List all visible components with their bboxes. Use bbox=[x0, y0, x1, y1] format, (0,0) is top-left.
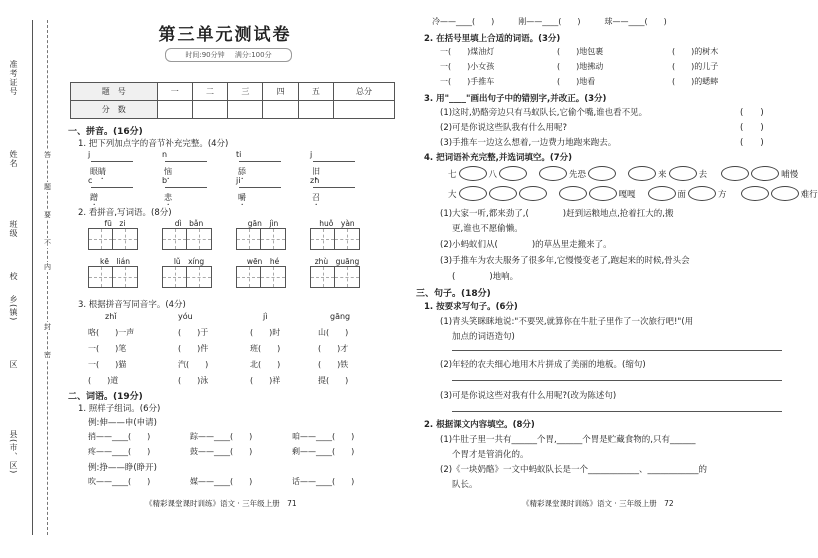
homophone-blank[interactable]: ( )泳 bbox=[178, 376, 209, 385]
pinyin-row bbox=[88, 176, 365, 204]
fill-sentence: 更,谁也不愿偷懒。 bbox=[452, 224, 523, 234]
blank-oval[interactable] bbox=[459, 186, 487, 201]
homophone-blank[interactable]: ( )件 bbox=[178, 344, 209, 353]
idiom-char: 来 bbox=[658, 169, 667, 180]
pinyin-initial: ji bbox=[236, 176, 241, 185]
writing-pair[interactable] bbox=[310, 257, 364, 288]
field-class: 班级 bbox=[9, 220, 18, 238]
idiom-row[interactable] bbox=[448, 186, 818, 201]
pinyin-word: 悲 bbox=[164, 193, 172, 202]
answer-line[interactable] bbox=[452, 350, 782, 351]
answer-line[interactable] bbox=[452, 380, 782, 381]
pair-pinyin: wēn hé bbox=[246, 257, 280, 266]
homophone-pinyin: jì bbox=[263, 312, 268, 321]
example-1: 例:伸——申(申请) bbox=[88, 418, 157, 428]
writing-pair[interactable] bbox=[162, 257, 216, 288]
homophone-blank[interactable]: 提( ) bbox=[318, 376, 349, 385]
fill-blank[interactable]: ( )地拂动 bbox=[557, 62, 604, 71]
idiom-char: 大 bbox=[448, 189, 457, 200]
pinyin-initial: ti bbox=[236, 150, 242, 159]
pinyin-item[interactable] bbox=[236, 150, 291, 178]
sentence-task: 加点的词语造句) bbox=[452, 332, 515, 342]
typo-sentence: (1)这时,奶酪旁边只有马蚁队长,它偷个嘴,谁也看不见。 bbox=[440, 108, 648, 118]
left-page bbox=[60, 0, 400, 558]
score-header: 总分 bbox=[334, 83, 395, 101]
word-blank[interactable]: 疼——____( ) bbox=[88, 447, 151, 456]
fill-blank[interactable]: 一( )煤油灯 bbox=[440, 47, 495, 56]
pinyin-item[interactable] bbox=[310, 176, 365, 204]
score-cell[interactable] bbox=[228, 101, 263, 119]
question-1: 1. 把下列加点字的音节补充完整。(4分) bbox=[78, 139, 229, 149]
page-footer: 《精彩课堂课时训练》语文 · 三年级上册 71 bbox=[145, 499, 297, 508]
pair-pinyin: kē lián bbox=[100, 257, 130, 266]
answer-paren[interactable]: ( ) bbox=[740, 108, 764, 118]
question-7: 4. 把词语补充完整,并选词填空。(7分) bbox=[424, 153, 573, 163]
pinyin-initial: b bbox=[162, 176, 168, 185]
fill-sentence: (1)大家一听,都来劲了,( )赶到运粮地点,抢着扛大的,搬 bbox=[440, 209, 674, 219]
pinyin-initial: zh bbox=[310, 176, 320, 185]
pinyin-item[interactable] bbox=[88, 176, 143, 204]
fill-sentence: (3)手推车为农夫服务了很多年,它慢慢变老了,跑起来的时候,骨头会 bbox=[440, 256, 690, 266]
idiom-char: 面 bbox=[677, 189, 687, 200]
word-blank[interactable]: 媒——____( ) bbox=[190, 477, 253, 486]
fill-blank[interactable]: ( )地包裹 bbox=[557, 47, 604, 56]
score-header: 二 bbox=[192, 83, 227, 101]
sentence-task: (2)年轻的农夫细心地用木片拼成了美丽的地板。(缩句) bbox=[440, 360, 646, 370]
field-county: 县(市、区) bbox=[9, 430, 18, 475]
section-pinyin: 一、拼音。(16分) bbox=[68, 127, 143, 137]
pinyin-word: 召 bbox=[312, 193, 320, 202]
score-header: 四 bbox=[263, 83, 298, 101]
pinyin-word: 舔 bbox=[238, 167, 246, 176]
cut-mark: 题 bbox=[44, 183, 51, 191]
writing-grid-row bbox=[88, 257, 364, 288]
fill-blank[interactable]: ( )的树木 bbox=[672, 47, 719, 56]
full-score: 满分:100分 bbox=[234, 51, 272, 59]
homophone-blank[interactable]: ( )才 bbox=[318, 344, 349, 353]
homophone-pinyin: yóu bbox=[178, 312, 193, 321]
pair-pinyin: fū zi bbox=[104, 219, 126, 228]
idiom-char: 七 bbox=[448, 169, 457, 180]
cut-mark: 答 bbox=[44, 151, 51, 159]
pinyin-word: 眼睛 bbox=[90, 167, 106, 176]
idiom-char: 哺慢 bbox=[781, 169, 799, 180]
homophone-blank[interactable]: ( )道 bbox=[88, 376, 119, 385]
time-limit: 时间:90分钟 bbox=[185, 51, 225, 59]
pinyin-initial: n bbox=[162, 150, 168, 159]
example-2: 例:挣——睁(睁开) bbox=[88, 463, 157, 473]
question-3: 3. 根据拼音写同音字。(4分) bbox=[78, 300, 186, 310]
blank-oval[interactable] bbox=[688, 186, 716, 201]
question-2: 2. 看拼音,写词语。(8分) bbox=[78, 208, 172, 218]
typo-sentence: (2)可是你说这些队我有什么用呢? bbox=[440, 123, 568, 133]
page-title: 第三单元测试卷 bbox=[158, 25, 292, 45]
blank-oval[interactable] bbox=[589, 186, 617, 201]
text-fill: 个胃才是管消化的。 bbox=[452, 450, 529, 460]
homophone-blank[interactable]: ( )祥 bbox=[250, 376, 281, 385]
writing-pair[interactable] bbox=[236, 219, 290, 250]
text-fill: (1)牛肚子里一共有______个胃,______个胃是贮藏食物的,只有______ bbox=[440, 435, 696, 445]
score-table bbox=[70, 82, 395, 119]
word-blank[interactable]: 踪——____( ) bbox=[190, 432, 253, 441]
pinyin-initial: c bbox=[88, 176, 93, 185]
homophone-blank[interactable]: 咯( )一声 bbox=[88, 328, 135, 337]
pinyin-item[interactable] bbox=[88, 150, 143, 178]
pinyin-word: 旧 bbox=[312, 167, 320, 176]
idiom-char: 八 bbox=[488, 169, 498, 180]
field-school: 校 bbox=[9, 272, 18, 281]
pair-pinyin: gān jìn bbox=[247, 219, 279, 228]
pinyin-row bbox=[88, 150, 365, 178]
fill-blank[interactable]: ( )的蟋蟀 bbox=[672, 77, 719, 86]
homophone-blank[interactable]: ( )时 bbox=[250, 328, 281, 337]
blank-oval[interactable] bbox=[539, 166, 567, 181]
pair-pinyin: dì bǎn bbox=[174, 219, 204, 228]
sentence-task: (1)青头笑眯眯地说:"不要哭,就算你在牛肚子里作了一次旅行吧!"(用 bbox=[440, 317, 694, 327]
pinyin-word: 蹭 bbox=[90, 193, 98, 202]
cut-mark: 内 bbox=[44, 263, 51, 271]
homophone-blank[interactable]: 班( ) bbox=[250, 344, 281, 353]
blank-oval[interactable] bbox=[669, 166, 697, 181]
pinyin-word: 恼 bbox=[164, 167, 172, 176]
fill-blank[interactable]: ( )的儿子 bbox=[672, 62, 719, 71]
typo-sentence: (3)手推车一边这么想着,一边费力地跑来跑去。 bbox=[440, 138, 617, 148]
cut-mark: 要 bbox=[44, 211, 51, 219]
writing-pair[interactable] bbox=[310, 219, 364, 250]
blank-oval[interactable] bbox=[648, 186, 676, 201]
fill-sentence: ( )地响。 bbox=[452, 272, 519, 282]
score-header: 五 bbox=[298, 83, 333, 101]
question-5: 2. 在括号里填上合适的词语。(3分) bbox=[424, 34, 561, 44]
idiom-char: 方 bbox=[718, 189, 727, 200]
score-cell[interactable] bbox=[334, 101, 395, 119]
time-score-info bbox=[165, 48, 292, 62]
word-blank[interactable]: 吹——____( ) bbox=[88, 477, 151, 486]
homophone-blank[interactable]: ( )于 bbox=[178, 328, 209, 337]
homophone-pinyin: zhǐ bbox=[105, 312, 117, 321]
writing-grid-row bbox=[88, 219, 364, 250]
blank-oval[interactable] bbox=[519, 186, 547, 201]
pinyin-word: 嚼 bbox=[238, 193, 246, 202]
blank-oval[interactable] bbox=[559, 186, 587, 201]
score-header: 题 号 bbox=[71, 83, 158, 101]
homophone-blank[interactable]: 一( )笔 bbox=[88, 344, 127, 353]
blank-oval[interactable] bbox=[721, 166, 749, 181]
page-footer: 《精彩课堂课时训练》语文 · 三年级上册 72 bbox=[522, 499, 674, 508]
writing-pair[interactable] bbox=[88, 219, 142, 250]
field-exam-number: 准考证号 bbox=[9, 60, 18, 96]
score-cell[interactable] bbox=[298, 101, 333, 119]
question-6: 3. 用"____"画出句子中的错别字,并改正。(3分) bbox=[424, 94, 607, 104]
word-blank-row[interactable]: 冷——____( ) 刚——____( ) 球——____( ) bbox=[432, 17, 667, 26]
text-fill: 队长。 bbox=[452, 480, 478, 490]
answer-paren[interactable]: ( ) bbox=[740, 138, 764, 148]
blank-oval[interactable] bbox=[459, 166, 487, 181]
sentence-task: (3)可是你说这些对我有什么用呢?(改为陈述句) bbox=[440, 391, 617, 401]
answer-line[interactable] bbox=[452, 411, 782, 412]
writing-pair[interactable] bbox=[162, 219, 216, 250]
field-name: 姓名 bbox=[9, 150, 18, 168]
pair-pinyin: zhù guāng bbox=[314, 257, 360, 266]
word-blank[interactable]: 捎——____( ) bbox=[88, 432, 151, 441]
question-8: 1. 按要求写句子。(6分) bbox=[424, 302, 518, 312]
cut-mark: 不 bbox=[44, 239, 51, 247]
blank-oval[interactable] bbox=[628, 166, 656, 181]
fill-blank[interactable]: ( )地看 bbox=[557, 77, 596, 86]
idiom-char: 嘎嘎 bbox=[618, 189, 636, 200]
pinyin-item[interactable] bbox=[162, 150, 217, 178]
idiom-row[interactable] bbox=[448, 166, 798, 181]
score-cell[interactable] bbox=[157, 101, 192, 119]
pinyin-item[interactable] bbox=[310, 150, 365, 178]
section-sentences: 三、句子。(18分) bbox=[416, 289, 491, 299]
question-4: 1. 照样子组词。(6分) bbox=[78, 404, 161, 414]
cut-mark: 密 bbox=[44, 351, 51, 359]
pinyin-item[interactable] bbox=[162, 176, 217, 204]
field-district: 区 bbox=[9, 360, 18, 369]
question-9: 2. 根据课文内容填空。(8分) bbox=[424, 420, 535, 430]
idiom-char: 难行 bbox=[800, 189, 818, 200]
score-label: 分 数 bbox=[71, 101, 158, 119]
blank-oval[interactable] bbox=[499, 166, 527, 181]
homophone-blank[interactable]: 汽( ) bbox=[178, 360, 209, 369]
text-fill: (2)《一块奶酪》一文中蚂蚁队长是一个____________、____________的 bbox=[440, 465, 708, 475]
section-words: 二、词语。(19分) bbox=[68, 392, 143, 402]
homophone-blank[interactable]: 山( ) bbox=[318, 328, 349, 337]
homophone-blank[interactable]: 北( ) bbox=[250, 360, 281, 369]
pinyin-initial: j bbox=[310, 150, 313, 159]
blank-oval[interactable] bbox=[741, 186, 769, 201]
pinyin-item[interactable] bbox=[236, 176, 291, 204]
right-page bbox=[412, 0, 818, 558]
word-blank[interactable]: 剩——____( ) bbox=[292, 447, 355, 456]
blank-oval[interactable] bbox=[489, 186, 517, 201]
blank-oval[interactable] bbox=[771, 186, 799, 201]
pair-pinyin: lǔ xíng bbox=[173, 257, 205, 266]
field-town: 乡(镇) bbox=[9, 295, 18, 322]
score-cell[interactable] bbox=[263, 101, 298, 119]
pair-pinyin: huǒ yàn bbox=[319, 219, 355, 228]
pinyin-initial: j bbox=[88, 150, 91, 159]
blank-oval[interactable] bbox=[751, 166, 779, 181]
writing-pair[interactable] bbox=[236, 257, 290, 288]
word-blank[interactable]: 话——____( ) bbox=[292, 477, 355, 486]
cut-mark: 封 bbox=[44, 323, 51, 331]
writing-pair[interactable] bbox=[88, 257, 142, 288]
answer-paren[interactable]: ( ) bbox=[740, 123, 764, 133]
blank-oval[interactable] bbox=[588, 166, 616, 181]
idiom-char: 去 bbox=[698, 169, 708, 180]
homophone-pinyin: gāng bbox=[330, 312, 351, 321]
score-header: 三 bbox=[228, 83, 263, 101]
fill-blank[interactable]: 一( )小女孩 bbox=[440, 62, 495, 71]
fill-blank[interactable]: 一( )手推车 bbox=[440, 77, 495, 86]
fill-sentence: (2)小蚂蚁们从( )的草丛里走搬来了。 bbox=[440, 240, 612, 250]
idiom-char: 先恐 bbox=[569, 169, 587, 180]
homophone-blank[interactable]: 一( )猫 bbox=[88, 360, 127, 369]
binding-sidebar bbox=[0, 0, 58, 558]
homophone-blank[interactable]: ( )铁 bbox=[318, 360, 349, 369]
score-header: 一 bbox=[157, 83, 192, 101]
word-blank[interactable]: 咱——____( ) bbox=[292, 432, 355, 441]
word-blank[interactable]: 鼓——____( ) bbox=[190, 447, 253, 456]
score-cell[interactable] bbox=[192, 101, 227, 119]
